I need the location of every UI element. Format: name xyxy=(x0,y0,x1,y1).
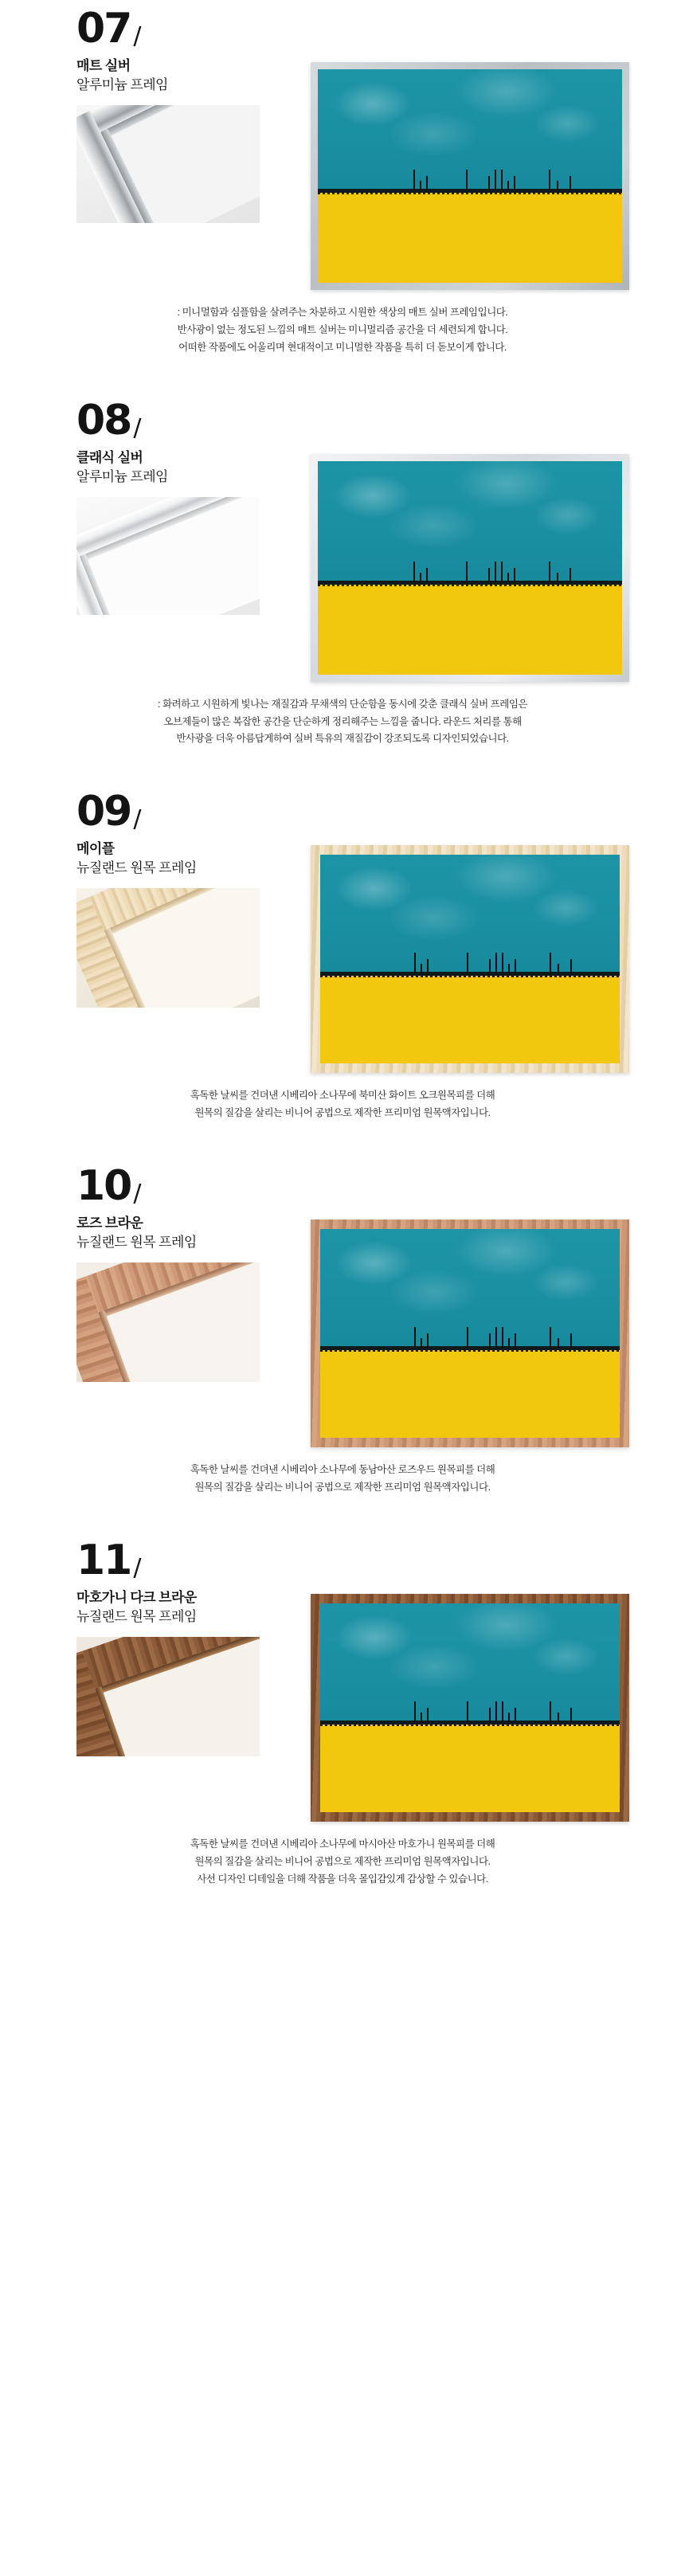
framed-artwork xyxy=(311,62,629,290)
artwork-field xyxy=(318,585,622,675)
artwork-preview-column xyxy=(311,57,645,290)
frame-corner-photo xyxy=(76,1263,260,1382)
artwork-sky xyxy=(320,1603,620,1725)
artwork-horizon-line xyxy=(320,1346,620,1350)
frame-option-section xyxy=(0,788,685,1130)
artwork-image xyxy=(320,1229,620,1438)
frame-option-section xyxy=(0,1162,685,1505)
caption-line: : 미니멀함과 심플함을 살려주는 차분하고 시원한 색상의 매트 실버 프레임입니다. xyxy=(177,307,508,318)
artwork-image xyxy=(320,1603,620,1812)
frame-info-column xyxy=(40,1215,311,1382)
artwork-preview-column xyxy=(311,449,645,682)
section-number-row xyxy=(40,396,645,449)
frame-caption xyxy=(40,1462,645,1497)
frame-subtitle: 알루미늄 프레임 xyxy=(76,76,168,92)
frame-subtitle: 알루미늄 프레임 xyxy=(76,468,168,484)
artwork-field xyxy=(320,976,620,1063)
framed-artwork xyxy=(311,1594,629,1822)
frame-subtitle: 뉴질랜드 원목 프레임 xyxy=(76,860,197,876)
frame-info-column xyxy=(40,57,311,223)
artwork-field xyxy=(320,1350,620,1438)
artwork-image xyxy=(318,69,622,283)
artwork-sky xyxy=(318,69,622,193)
artwork-image xyxy=(318,461,622,675)
caption-line: 사선 디자인 디테일을 더해 작품을 더욱 몰입감있게 감상할 수 있습니다. xyxy=(197,1873,488,1885)
section-number-slash: / xyxy=(133,22,142,50)
section-number-row xyxy=(40,1536,645,1589)
section-number-slash: / xyxy=(133,413,142,442)
section-number: 11 xyxy=(76,1536,131,1584)
section-number: 10 xyxy=(76,1162,131,1210)
frame-option-section xyxy=(0,1536,685,1897)
frame-corner-photo xyxy=(76,888,260,1008)
framed-artwork xyxy=(311,1219,629,1447)
caption-line: 오브제들이 많은 복잡한 공간을 단순하게 정리해주는 느낌을 줍니다. 라운드 처리를 통해 xyxy=(163,715,522,727)
framed-artwork xyxy=(311,454,629,682)
artwork-field xyxy=(320,1725,620,1812)
caption-line: 혹독한 날씨를 건뎌낸 시베리아 소나무에 북미산 화이트 오크원목피를 더해 xyxy=(190,1090,495,1102)
frame-title: 클래식 실버 xyxy=(76,449,143,465)
frame-title: 매트 실버 xyxy=(76,58,131,73)
section-number-slash: / xyxy=(133,805,142,834)
frame-info-column xyxy=(40,449,311,615)
artwork-image xyxy=(320,855,620,1063)
caption-line: 반사광이 없는 정도된 느낌의 매트 실버는 미니멀리즘 공간을 더 세련되게 합니다. xyxy=(177,323,508,335)
artwork-preview-column xyxy=(311,1215,645,1447)
artwork-sky xyxy=(320,855,620,976)
frame-title: 마호가니 다크 브라운 xyxy=(76,1589,197,1605)
artwork-preview-column xyxy=(311,840,645,1073)
section-number: 08 xyxy=(76,396,131,444)
artwork-preview-column xyxy=(311,1589,645,1822)
section-number-slash: / xyxy=(133,1180,142,1208)
frame-title: 메이플 xyxy=(76,841,115,857)
section-number-row xyxy=(40,1162,645,1215)
frame-caption xyxy=(40,1087,645,1122)
artwork-horizon-line xyxy=(320,1721,620,1725)
section-number-row xyxy=(40,5,645,57)
artwork-horizon-line xyxy=(320,972,620,976)
artwork-sky xyxy=(320,1229,620,1350)
caption-line: 어떠한 작품에도 어울리며 현대적이고 미니멀한 작품을 특히 더 돋보이게 합니다. xyxy=(178,341,507,353)
frame-info-column xyxy=(40,840,311,1008)
section-number: 09 xyxy=(76,788,131,836)
frame-option-section xyxy=(0,5,685,365)
caption-line: 원목의 질감을 살리는 비니어 공법으로 제작한 프리미엄 원목액자입니다. xyxy=(194,1107,491,1119)
artwork-horizon-line xyxy=(318,189,622,193)
frame-corner-photo xyxy=(76,497,260,615)
frame-option-section xyxy=(0,396,685,757)
frame-info-column xyxy=(40,1589,311,1756)
frame-caption xyxy=(40,1836,645,1889)
frame-caption xyxy=(40,696,645,749)
section-number-slash: / xyxy=(133,1553,142,1582)
caption-line: 원목의 질감을 살리는 비니어 공법으로 제작한 프리미엄 원목액자입니다. xyxy=(194,1481,491,1493)
artwork-field xyxy=(318,193,622,283)
artwork-sky xyxy=(318,461,622,585)
caption-line: 반사광을 더욱 아름답게하여 실버 특유의 재질감이 강조되도록 디자인되었습니다. xyxy=(176,733,509,745)
frame-subtitle: 뉴질랜드 원목 프레임 xyxy=(76,1608,197,1624)
caption-line: 원목의 질감을 살리는 비니어 공법으로 제작한 프리미엄 원목액자입니다. xyxy=(194,1855,491,1867)
section-number: 07 xyxy=(76,5,131,53)
frame-corner-photo xyxy=(76,1637,260,1756)
framed-artwork xyxy=(311,845,629,1073)
frame-corner-photo xyxy=(76,105,260,223)
caption-line: 혹독한 날씨를 건뎌낸 시베리아 소나무에 마시아산 마호가니 원목피를 더해 xyxy=(190,1838,495,1850)
artwork-horizon-line xyxy=(318,581,622,585)
frame-title: 로즈 브라운 xyxy=(76,1216,143,1231)
frame-subtitle: 뉴질랜드 원목 프레임 xyxy=(76,1234,197,1250)
caption-line: 혹독한 날씨를 건뎌낸 시베리아 소나무에 동남아산 로즈우드 원목피를 더해 xyxy=(190,1464,495,1475)
section-number-row xyxy=(40,788,645,840)
caption-line: : 화려하고 시원하게 빛나는 재질감과 무채색의 단순함을 동시에 갖춘 클래식 실버 프레임은 xyxy=(158,698,527,710)
frame-caption xyxy=(40,304,645,357)
